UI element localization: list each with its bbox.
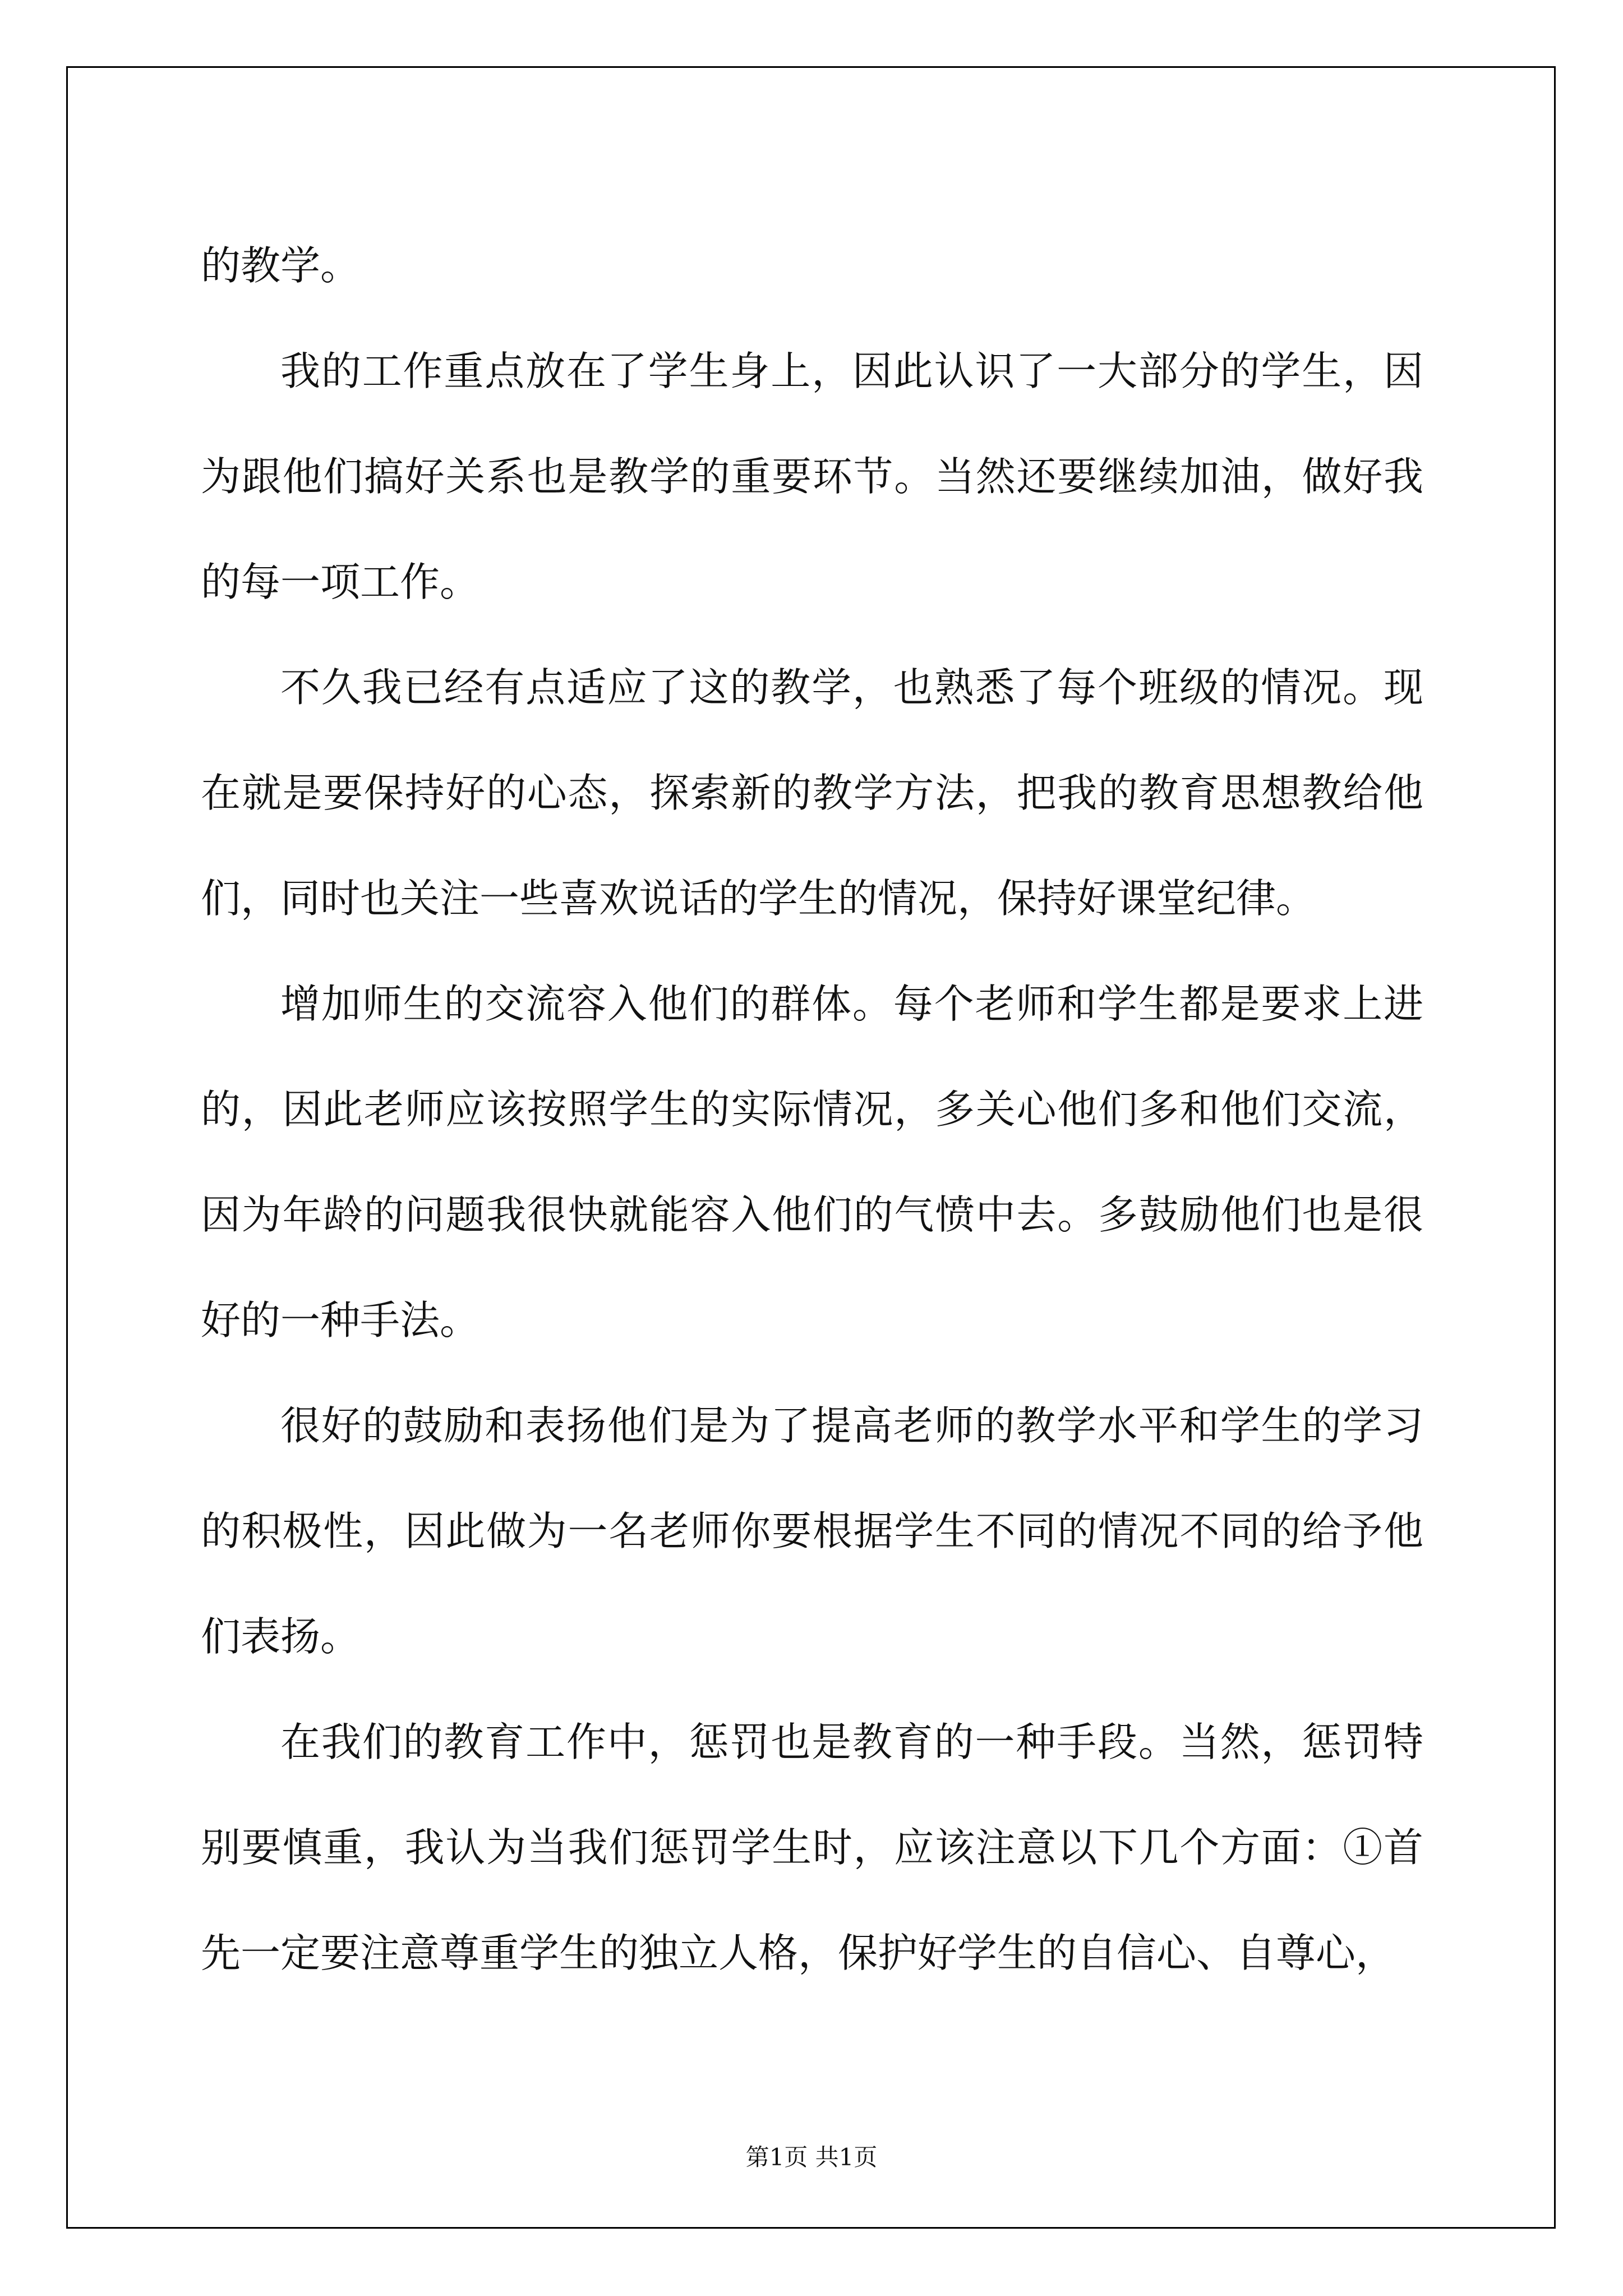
- page-footer: 第1页 共1页: [745, 2143, 878, 2171]
- paragraph-4: 增加师生的交流容入他们的群体。每个老师和学生都是要求上进的，因此老师应该按照学生的实际情况，多关心他们多和他们交流，因为年龄的问题我很快就能容入他们的气愤中去。多鼓励他们也是很好的一种手法。: [201, 981, 1423, 1343]
- paragraph-6: 在我们的教育工作中，惩罚也是教育的一种手段。当然，惩罚特别要慎重，我认为当我们惩罚学生时，应该注意以下几个方面：①首先一定要注意尊重学生的独立人格，保护好学生的自信心、自尊心，: [201, 1719, 1423, 1976]
- paragraph-5: 很好的鼓励和表扬他们是为了提高老师的教学水平和学生的学习的积极性，因此做为一名老师你要根据学生不同的情况不同的给予他们表扬。: [201, 1402, 1423, 1660]
- paragraph-3: 不久我已经有点适应了这的教学，也熟悉了每个班级的情况。现在就是要保持好的心态，探索新的教学方法，把我的教育思想教给他们，同时也关注一些喜欢说话的学生的情况，保持好课堂纪律。: [201, 664, 1423, 922]
- document-body: [201, 213, 1423, 2006]
- paragraph-1: 的教学。: [201, 242, 361, 289]
- paragraph-2: 我的工作重点放在了学生身上，因此认识了一大部分的学生，因为跟他们搞好关系也是教学的重要环节。当然还要继续加油，做好我的每一项工作。: [201, 348, 1423, 605]
